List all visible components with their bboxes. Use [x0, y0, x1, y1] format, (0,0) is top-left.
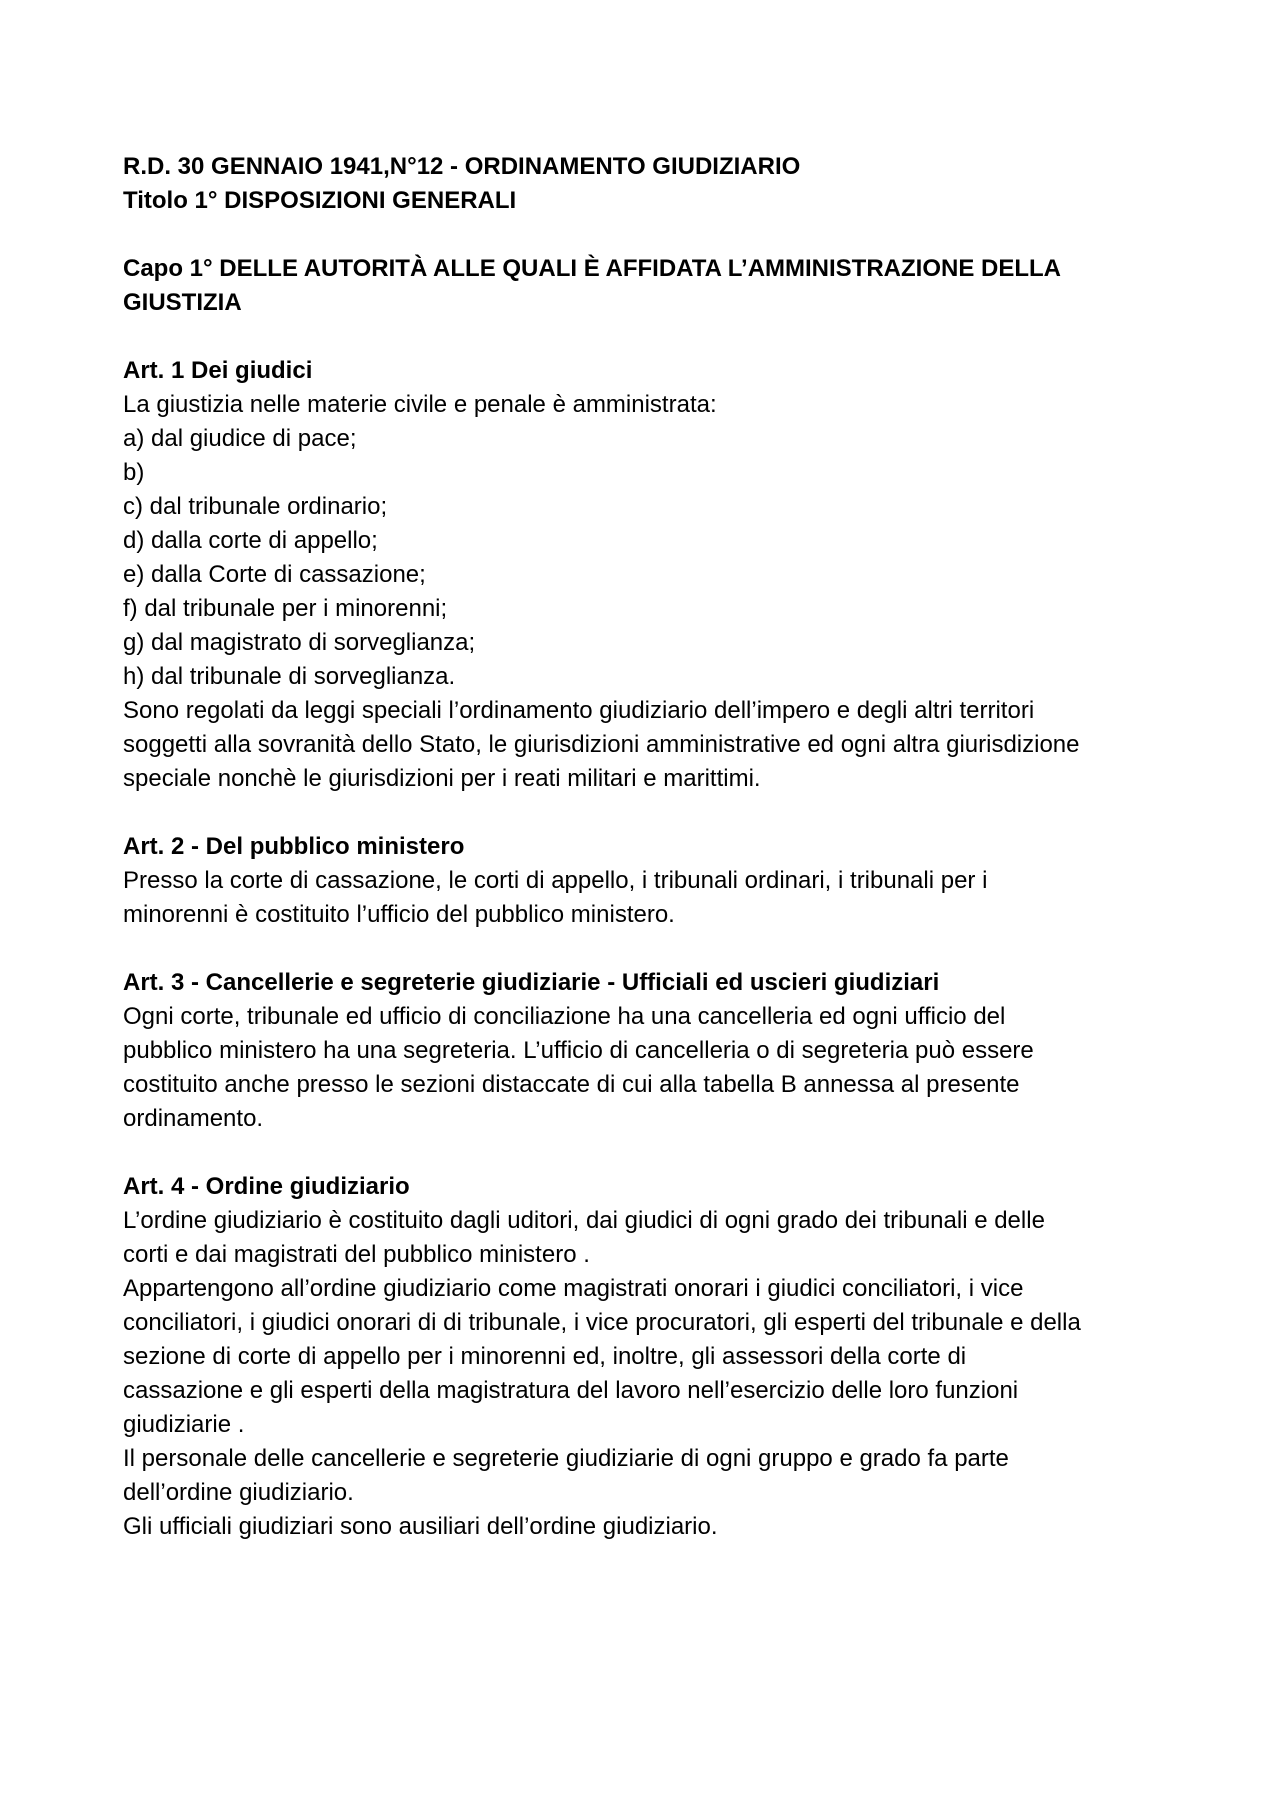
paragraph-line: minorenni è costituito l’ufficio del pubblico ministero.	[123, 901, 675, 928]
paragraph-line: Presso la corte di cassazione, le corti di appello, i tribunali ordinari, i tribunali per i	[123, 867, 988, 894]
titolo-heading: Titolo 1° DISPOSIZIONI GENERALI	[123, 187, 517, 214]
paragraph-line: soggetti alla sovranità dello Stato, le giurisdizioni amministrative ed ogni altra giurisdizione	[123, 731, 1080, 758]
capo-heading-line-2: GIUSTIZIA	[123, 289, 242, 316]
list-item: b)	[123, 459, 145, 486]
spacer	[123, 1136, 1183, 1170]
article-4-heading: Art. 4 - Ordine giudiziario	[123, 1173, 410, 1200]
paragraph-line: Sono regolati da leggi speciali l’ordinamento giudiziario dell’impero e degli altri territori	[123, 697, 1035, 724]
list-item: e) dalla Corte di cassazione;	[123, 561, 426, 588]
paragraph-line: ordinamento.	[123, 1105, 264, 1132]
article-1	[123, 354, 1183, 796]
paragraph-line: giudiziarie .	[123, 1411, 245, 1438]
paragraph-line: corti e dai magistrati del pubblico ministero .	[123, 1241, 590, 1268]
article-1-intro: La giustizia nelle materie civile e penale è amministrata:	[123, 391, 717, 418]
spacer	[123, 320, 1183, 354]
article-2	[123, 830, 1183, 932]
spacer	[123, 796, 1183, 830]
capo-heading-line-1: Capo 1° DELLE AUTORITÀ ALLE QUALI È AFFIDATA L’AMMINISTRAZIONE DELLA	[123, 255, 1062, 282]
paragraph-line: pubblico ministero ha una segreteria. L’ufficio di cancelleria o di segreteria può essere	[123, 1037, 1034, 1064]
spacer	[123, 932, 1183, 966]
paragraph-line: conciliatori, i giudici onorari di di tribunale, i vice procuratori, gli esperti del tribunale e della	[123, 1309, 1081, 1336]
document-title: R.D. 30 GENNAIO 1941,N°12 - ORDINAMENTO GIUDIZIARIO	[123, 153, 801, 180]
paragraph-line: Gli ufficiali giudiziari sono ausiliari dell’ordine giudiziario.	[123, 1513, 718, 1540]
paragraph-line: L’ordine giudiziario è costituito dagli uditori, dai giudici di ogni grado dei tribunali e delle	[123, 1207, 1045, 1234]
paragraph-line: costituito anche presso le sezioni distaccate di cui alla tabella B annessa al presente	[123, 1071, 1020, 1098]
spacer	[123, 218, 1183, 252]
list-item: h) dal tribunale di sorveglianza.	[123, 663, 456, 690]
list-item: a) dal giudice di pace;	[123, 425, 357, 452]
paragraph-line: dell’ordine giudiziario.	[123, 1479, 354, 1506]
paragraph-line: cassazione e gli esperti della magistratura del lavoro nell’esercizio delle loro funzioni	[123, 1377, 1019, 1404]
paragraph-line: speciale nonchè le giurisdizioni per i reati militari e marittimi.	[123, 765, 761, 792]
list-item: g) dal magistrato di sorveglianza;	[123, 629, 476, 656]
article-1-heading: Art. 1 Dei giudici	[123, 357, 313, 384]
paragraph-line: sezione di corte di appello per i minorenni ed, inoltre, gli assessori della corte di	[123, 1343, 967, 1370]
document-body	[123, 150, 1183, 1544]
list-item: d) dalla corte di appello;	[123, 527, 378, 554]
article-2-heading: Art. 2 - Del pubblico ministero	[123, 833, 465, 860]
article-3	[123, 966, 1183, 1136]
list-item: f) dal tribunale per i minorenni;	[123, 595, 448, 622]
article-4	[123, 1170, 1183, 1544]
paragraph-line: Il personale delle cancellerie e segreterie giudiziarie di ogni gruppo e grado fa parte	[123, 1445, 1009, 1472]
paragraph-line: Appartengono all’ordine giudiziario come magistrati onorari i giudici conciliatori, i vice	[123, 1275, 1024, 1302]
list-item: c) dal tribunale ordinario;	[123, 493, 388, 520]
paragraph-line: Ogni corte, tribunale ed ufficio di conciliazione ha una cancelleria ed ogni ufficio del	[123, 1003, 1006, 1030]
article-3-heading: Art. 3 - Cancellerie e segreterie giudiziarie - Ufficiali ed uscieri giudiziari	[123, 969, 940, 996]
